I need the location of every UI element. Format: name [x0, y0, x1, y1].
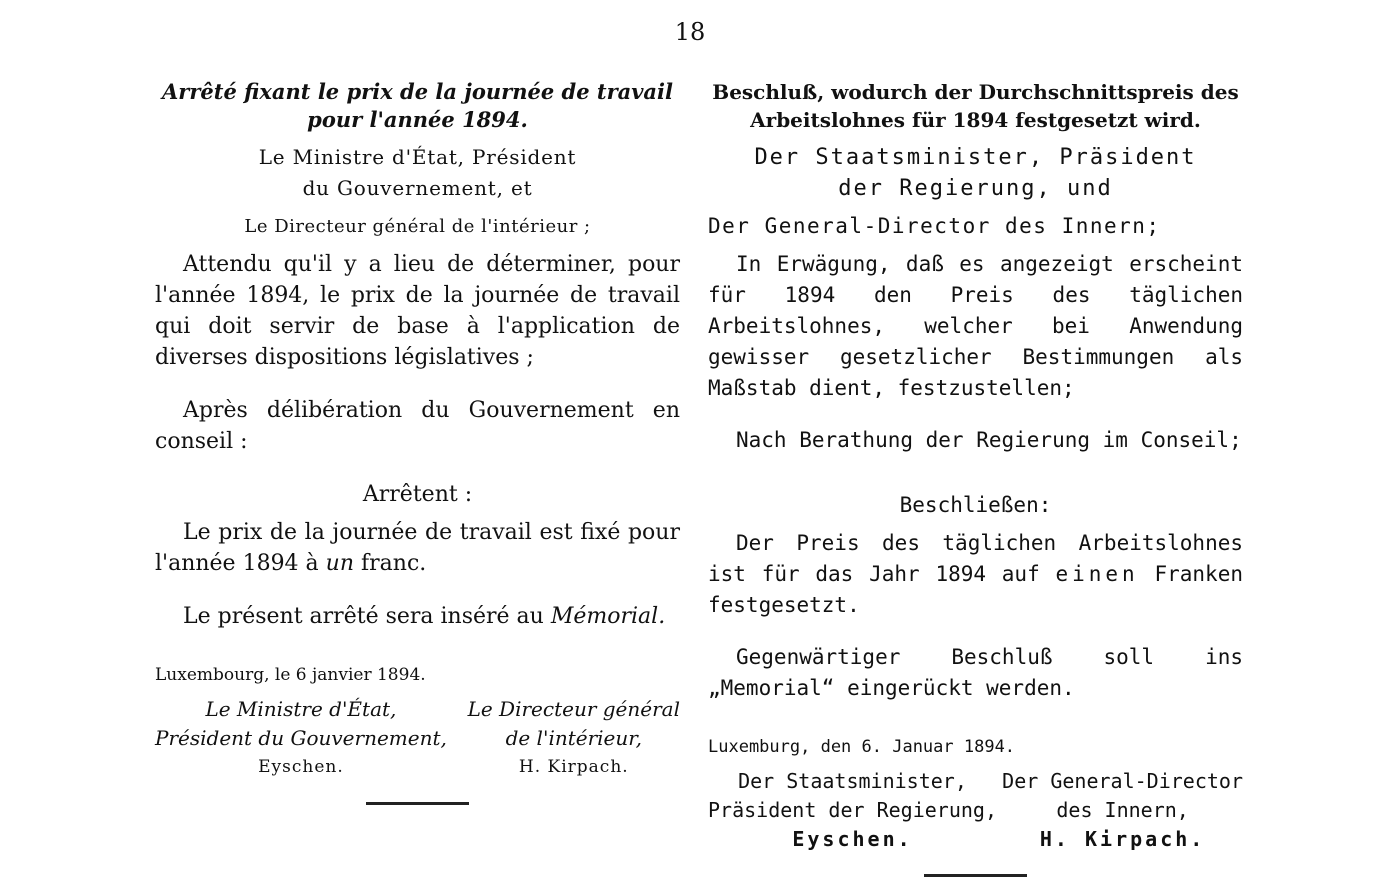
german-heading: Beschließen:	[899, 493, 1052, 517]
french-end-rule	[366, 802, 469, 805]
french-authority: Le Ministre d'État, Président du Gouvernement, et	[258, 145, 577, 200]
french-signatures	[155, 695, 680, 782]
french-signature-minister: Le Ministre d'État, Président du Gouvernement, Eyschen.	[155, 697, 447, 777]
german-signature-director: Der General-Director des Innern, H. Kirpach.	[1002, 769, 1243, 851]
french-director: Le Directeur général de l'intérieur ;	[244, 216, 591, 237]
german-consideration: In Erwägung, daß es angezeigt erscheint für 1894 den Preis des täglichen Arbeitslohnes, welcher bei Anwendung gewisser gesetzlicher Bestimmungen als Maßstab dient, festzustellen;	[708, 252, 1243, 400]
german-signature-minister: Der Staatsminister, Präsident der Regierung, Eyschen.	[708, 769, 997, 851]
french-heading: Arrêtent :	[362, 482, 473, 507]
german-title: Beschluß, wodurch der Durchschnittspreis des Arbeitslohnes für 1894 festgesetzt wird.	[712, 80, 1239, 132]
german-article-1: Der Preis des täglichen Arbeitslohnes ist für das Jahr 1894 auf einen Franken festgesetzt.	[708, 531, 1243, 617]
french-deliberation: Après délibération du Gouvernement en conseil :	[155, 398, 680, 454]
german-column	[708, 78, 1243, 877]
french-article-1: Le prix de la journée de travail est fixé pour l'année 1894 à un franc.	[155, 520, 680, 576]
german-article-2: Gegenwärtiger Beschluß soll ins „Memorial“ eingerückt werden.	[708, 645, 1243, 700]
french-signature-director: Le Directeur général de l'intérieur, H. Kirpach.	[467, 697, 680, 777]
german-authority: Der Staatsminister, Präsident der Regierung, und	[754, 145, 1197, 201]
french-date: Luxembourg, le 6 janvier 1894.	[155, 665, 426, 685]
page-number: 18	[674, 18, 706, 46]
french-title: Arrêté fixant le prix de la journée de travail pour l'année 1894.	[161, 79, 673, 132]
german-director: Der General-Director des Innern;	[708, 214, 1161, 238]
german-deliberation: Nach Berathung der Regierung im Conseil;	[736, 428, 1242, 452]
german-signatures	[708, 767, 1243, 854]
french-article-2: Le présent arrêté sera inséré au Mémorial.	[183, 604, 666, 629]
french-consideration: Attendu qu'il y a lieu de déterminer, pour l'année 1894, le prix de la journée de travail qui doit servir de base à l'application de diverses dispositions législatives ;	[155, 252, 680, 370]
french-column	[155, 78, 680, 805]
german-date: Luxemburg, den 6. Januar 1894.	[708, 737, 1016, 757]
